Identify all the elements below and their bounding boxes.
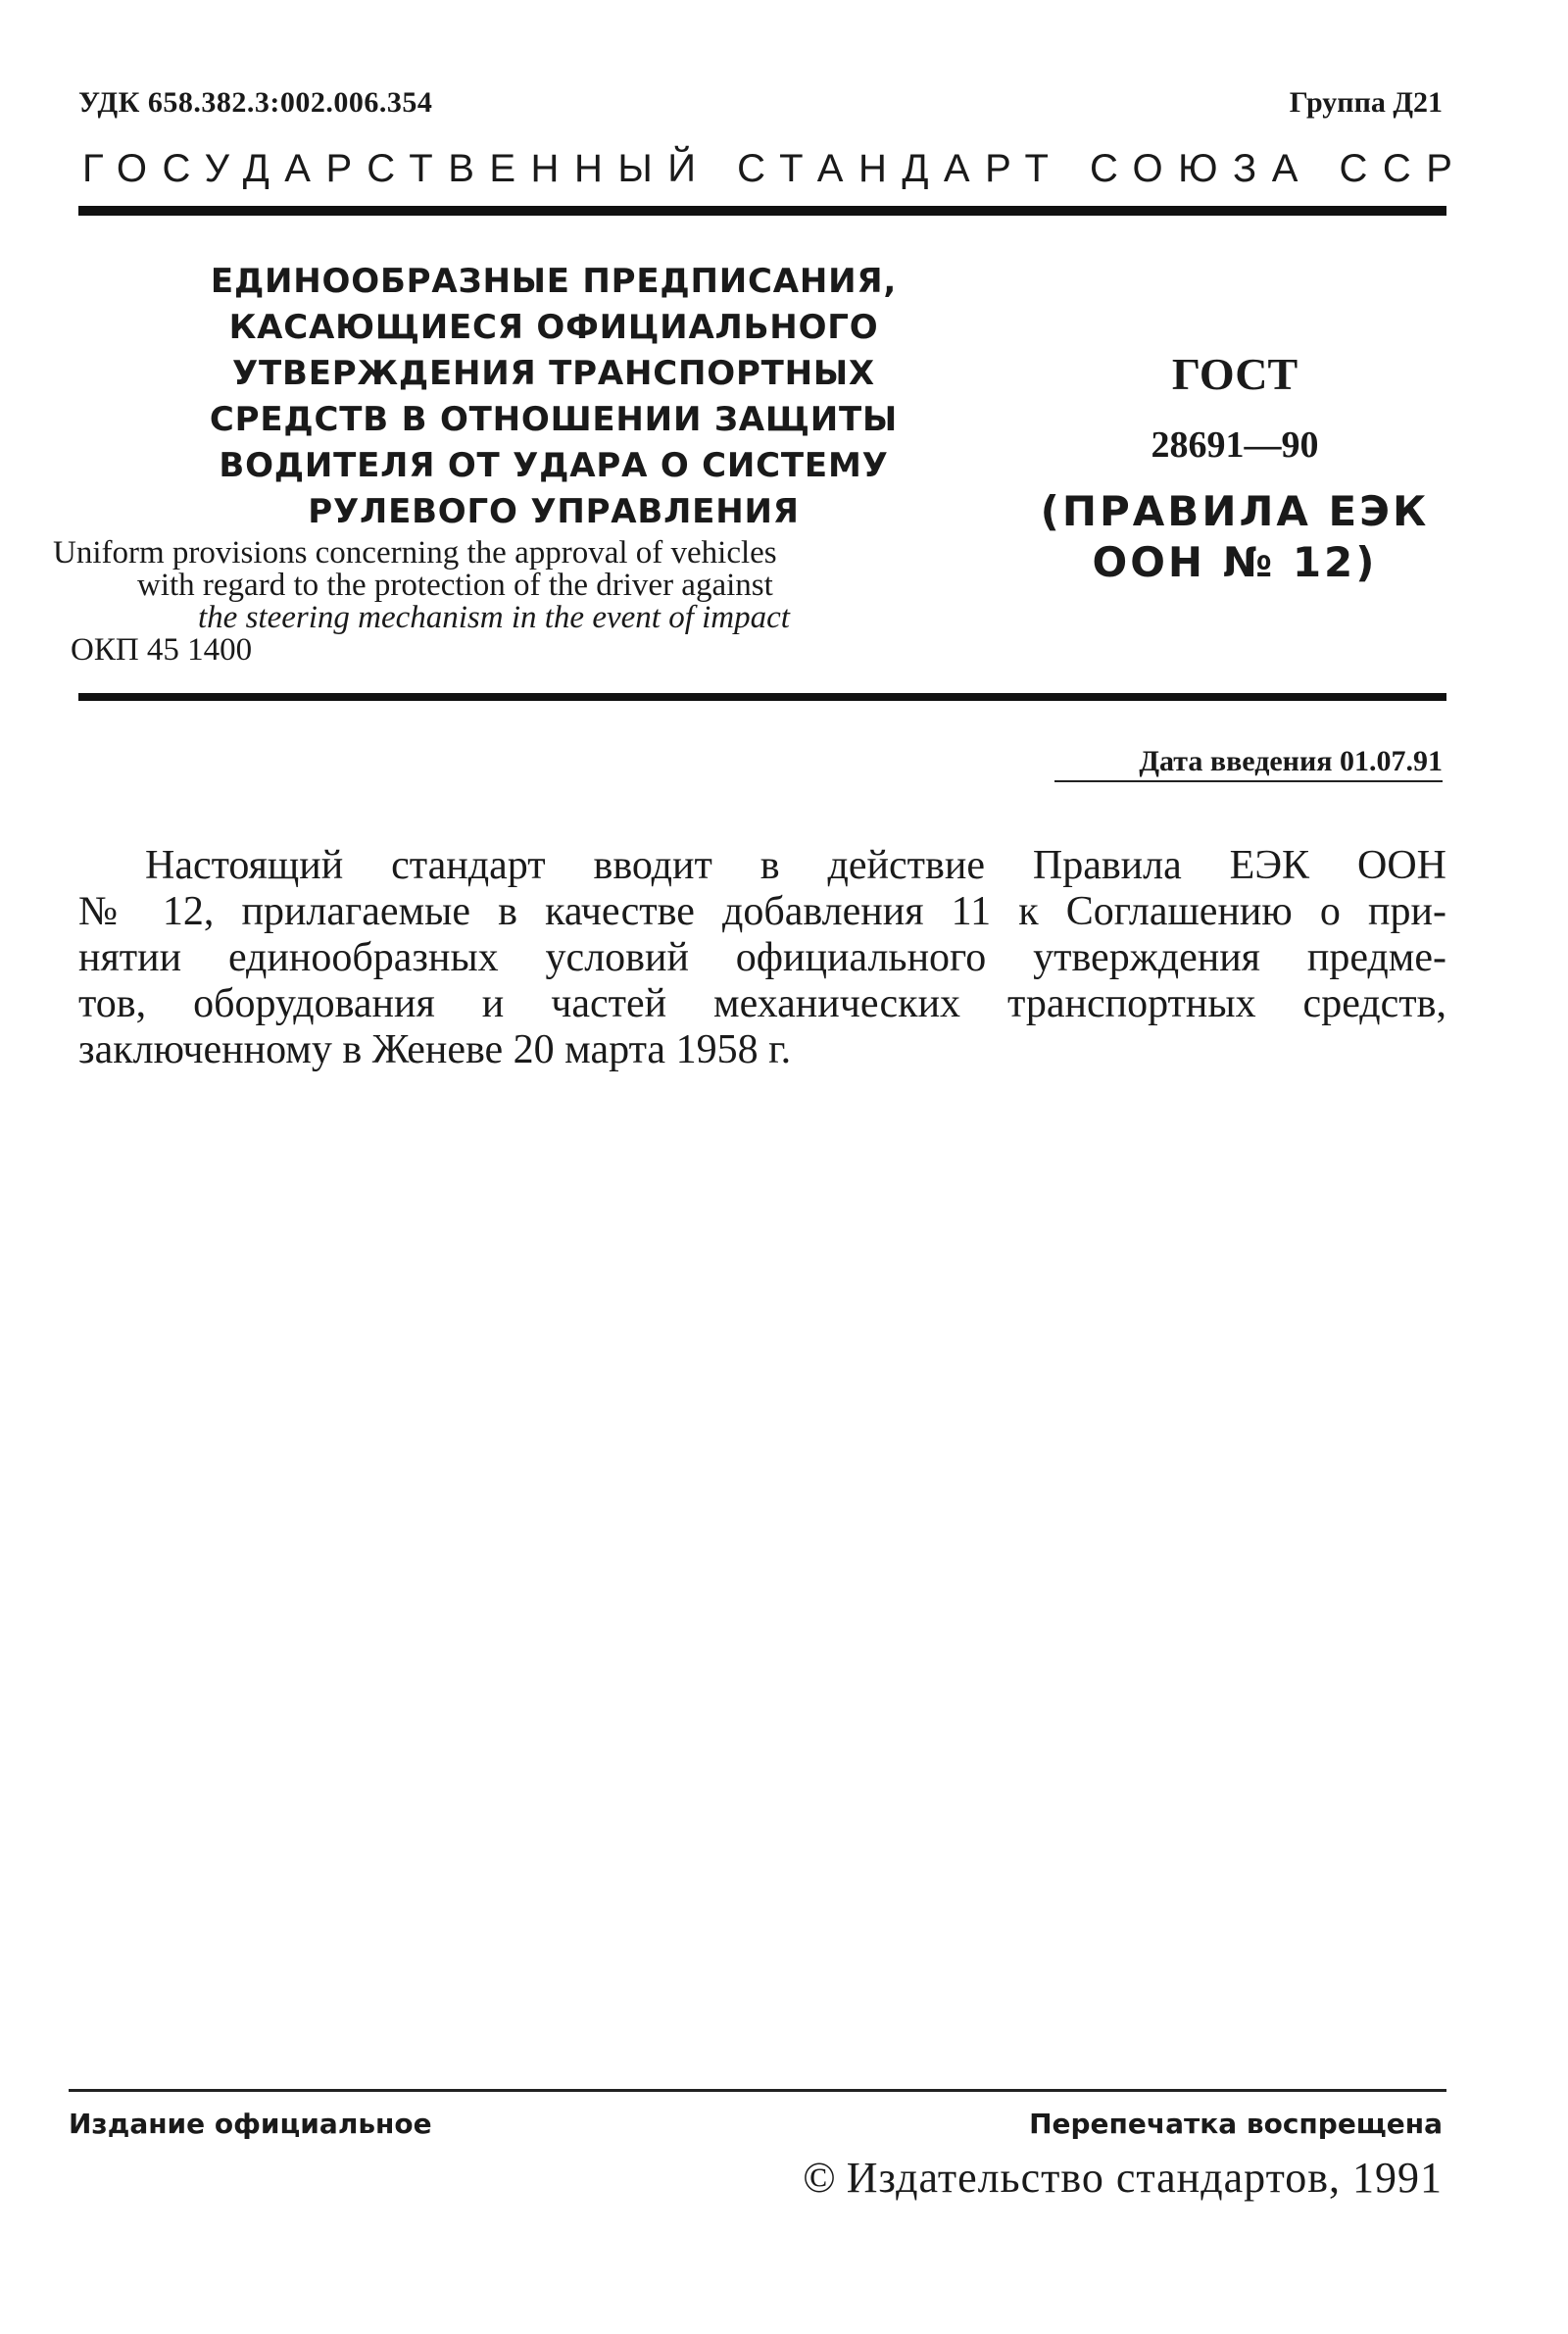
gost-number: 28691—90	[1151, 424, 1319, 466]
state-standard-heading: ГОСУДАРСТВЕННЫЙ СТАНДАРТ СОЮЗА ССР	[82, 147, 1468, 190]
body-line: тов, оборудования и частей механических транспортных средств,	[78, 981, 1446, 1026]
title-russian	[147, 259, 960, 535]
title-english	[53, 537, 1033, 667]
gost-rules-line: ООН № 12)	[1092, 538, 1378, 586]
title-en-line: with regard to the protection of the driver against	[137, 568, 773, 603]
gost-rules-line: (ПРАВИЛА ЕЭК	[1040, 487, 1430, 535]
title-ru-line: КАСАЮЩИЕСЯ ОФИЦИАЛЬНОГО	[228, 308, 879, 347]
body-paragraph	[78, 843, 1446, 1073]
introduction-date: Дата введения 01.07.91	[1139, 745, 1443, 777]
publisher-name: Издательство стандартов, 1991	[846, 2154, 1443, 2202]
okp-code: ОКП 45 1400	[71, 632, 253, 668]
title-ru-line: ЕДИНООБРАЗНЫЕ ПРЕДПИСАНИЯ,	[210, 262, 898, 301]
middle-divider	[78, 693, 1446, 701]
gost-designation	[1039, 345, 1431, 588]
gost-label: ГОСТ	[1171, 349, 1298, 399]
body-line: Настоящий стандарт вводит в действие Правила ЕЭК ООН	[145, 843, 1446, 888]
group-code: Группа Д21	[1289, 86, 1443, 119]
top-divider	[78, 206, 1446, 216]
title-ru-line: РУЛЕВОГО УПРАВЛЕНИЯ	[308, 492, 800, 531]
footer-divider	[69, 2089, 1446, 2092]
publisher-line	[803, 2153, 1443, 2203]
title-en-line: the steering mechanism in the event of impact	[198, 600, 790, 635]
edition-note: Издание официальное	[69, 2108, 432, 2140]
body-line: нятии единообразных условий официального утверждения предме-	[78, 935, 1446, 980]
copyright-icon: ©	[803, 2154, 837, 2202]
reprint-note: Перепечатка воспрещена	[1029, 2108, 1443, 2140]
title-ru-line: СРЕДСТВ В ОТНОШЕНИИ ЗАЩИТЫ	[209, 400, 899, 439]
body-line: заключенному в Женеве 20 марта 1958 г.	[78, 1027, 792, 1072]
title-en-line: Uniform provisions concerning the approval of vehicles	[53, 535, 777, 571]
body-line: № 12, прилагаемые в качестве добавления 11 к Соглашению о при-	[78, 889, 1446, 934]
introduction-date-underline	[1054, 780, 1443, 782]
udk-code: УДК 658.382.3:002.006.354	[78, 86, 433, 119]
title-ru-line: ВОДИТЕЛЯ ОТ УДАРА О СИСТЕМУ	[219, 446, 889, 485]
title-ru-line: УТВЕРЖДЕНИЯ ТРАНСПОРТНЫХ	[232, 354, 875, 393]
